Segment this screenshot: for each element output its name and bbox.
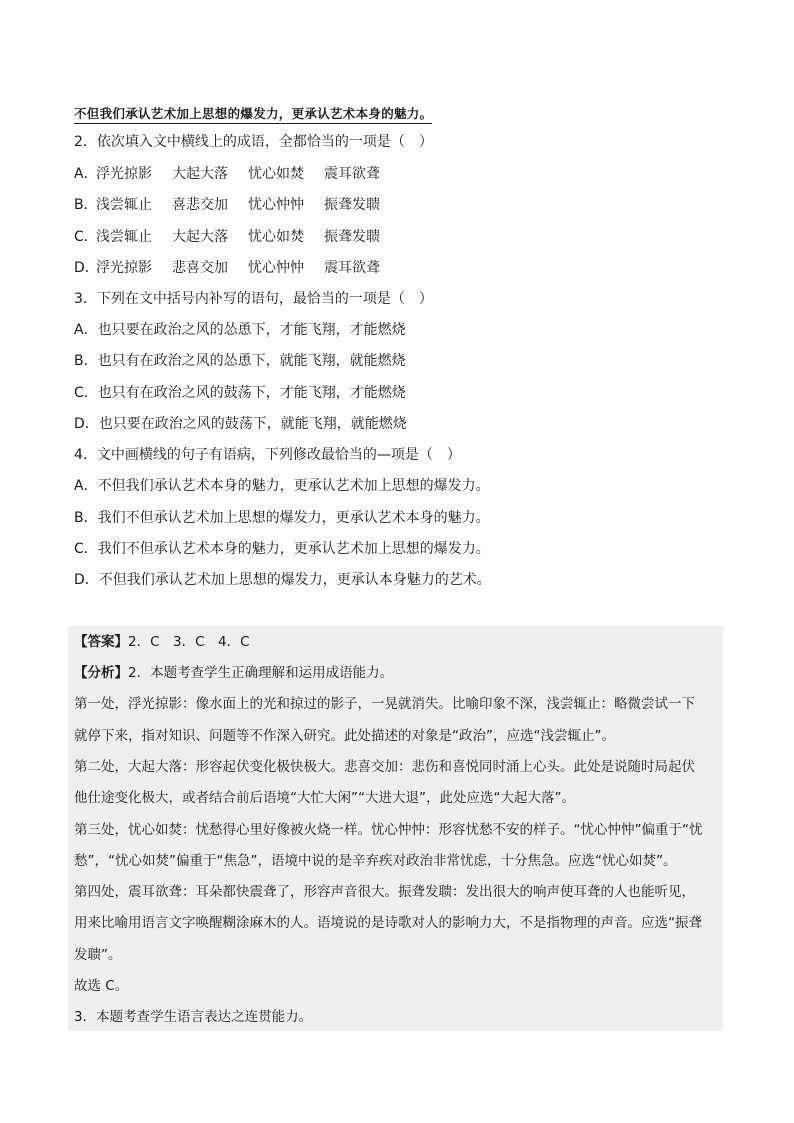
- option-term: 忧心如焚: [248, 166, 304, 182]
- option-term: 浮光掠影: [96, 166, 152, 182]
- answer-text: 2．C 3．C 4．C: [128, 634, 250, 650]
- option-term: 浅尝辄止: [96, 229, 152, 245]
- analysis-line: 愁”，“忧心如焚”偏重于“焦急”，语境中说的是辛弃疾对政治非常忧虑，十分焦急。应选“忧心如焚”。: [74, 853, 677, 869]
- option-label: C．: [74, 229, 98, 245]
- option-term: 振聋发聩: [324, 197, 380, 213]
- option-term: 震耳欲聋: [324, 260, 380, 276]
- q2-option-a: [74, 164, 380, 184]
- option-term: 忧心如焚: [248, 229, 304, 245]
- option-term: 浮光掠影: [96, 260, 152, 276]
- q2-option-b: [74, 195, 380, 215]
- option-term: 振聋发聩: [324, 229, 380, 245]
- analysis-line: 第一处，浮光掠影：像水面上的光和掠过的影子，一晃就消失。比喻印象不深，浅尝辄止：略微尝试一下: [74, 696, 695, 712]
- analysis-line: 发聩”。: [74, 947, 122, 963]
- analysis-line: 第二处，大起大落：形容起伏变化极快极大。悲喜交加：悲伤和喜悦同时涌上心头。此处是说随时局起伏: [74, 759, 695, 775]
- q4-option-b: B．我们不但承认艺术加上思想的爆发力，更承认艺术本身的魅力。: [74, 510, 490, 526]
- underlined-sentence: 不但我们承认艺术加上思想的爆发力，更承认艺术本身的魅力。: [74, 104, 432, 124]
- analysis-text: 2．本题考查学生正确理解和运用成语能力。: [128, 665, 394, 681]
- q3-option-b: B．也只有在政治之风的怂恿下，就能飞翔，就能燃烧: [74, 353, 406, 369]
- q4-option-a: A．不但我们承认艺术本身的魅力，更承认艺术加上思想的爆发力。: [74, 478, 490, 494]
- q2-option-d: [74, 258, 380, 278]
- q3-option-a: A．也只要在政治之风的怂恿下，才能飞翔，才能燃烧: [74, 322, 406, 338]
- option-term: 悲喜交加: [172, 260, 228, 276]
- option-term: 大起大落: [172, 229, 228, 245]
- answer-line: [74, 632, 250, 652]
- option-term: 大起大落: [172, 166, 228, 182]
- q4-option-c: C．我们不但承认艺术本身的魅力，更承认艺术加上思想的爆发力。: [74, 541, 490, 557]
- q4-option-d: D．不但我们承认艺术加上思想的爆发力，更承认本身魅力的艺术。: [74, 572, 491, 588]
- q3-stem: 3．下列在文中括号内补写的语句，最恰当的一项是（ ）: [74, 291, 433, 307]
- analysis-line: 用来比喻用语言文字唤醒糊涂麻木的人。语境说的是诗歌对人的影响力大，不是指物理的声音。应选“振聋: [74, 915, 702, 931]
- q2-option-c: [74, 227, 380, 247]
- analysis-line: [74, 663, 393, 683]
- analysis-tag: 【分析】: [74, 665, 128, 681]
- analysis-line: 第三处，忧心如焚：忧愁得心里好像被火烧一样。忧心忡忡：形容忧愁不安的样子。“忧心忡忡”偏重于“忧: [74, 822, 703, 838]
- option-label: D．: [74, 260, 99, 276]
- q4-stem: 4．文中画横线的句子有语病，下列修改最恰当的—项是（ ）: [74, 447, 461, 463]
- analysis-line: 就停下来，指对知识、问题等不作深入研究。此处描述的对象是“政治”，应选“浅尝辄止”。: [74, 728, 615, 744]
- analysis-line: 他仕途变化极大，或者结合前后语境“大忙大闲”“大进大退”，此处应选“大起大落”。: [74, 790, 575, 806]
- analysis-line: 故选 C。: [74, 978, 129, 994]
- answer-tag: 【答案】: [74, 634, 128, 650]
- option-term: 忧心忡忡: [248, 197, 304, 213]
- option-label: A．: [74, 166, 98, 182]
- q3-option-d: D．也只要在政治之风的鼓荡下，就能飞翔，就能燃烧: [74, 416, 407, 432]
- option-term: 浅尝辄止: [96, 197, 152, 213]
- q3-option-c: C．也只有在政治之风的鼓荡下，才能飞翔，才能燃烧: [74, 385, 406, 401]
- option-term: 震耳欲聋: [324, 166, 380, 182]
- option-label: B．: [74, 197, 98, 213]
- option-term: 忧心忡忡: [248, 260, 304, 276]
- q2-stem: 2．依次填入文中横线上的成语，全都恰当的一项是（ ）: [74, 134, 433, 150]
- option-term: 喜悲交加: [172, 197, 228, 213]
- analysis-line: 第四处，震耳欲聋：耳朵都快震聋了，形容声音很大。振聋发聩：发出很大的响声使耳聋的人也能听见，: [74, 884, 695, 900]
- analysis-line: 3．本题考查学生语言表达之连贯能力。: [74, 1009, 313, 1025]
